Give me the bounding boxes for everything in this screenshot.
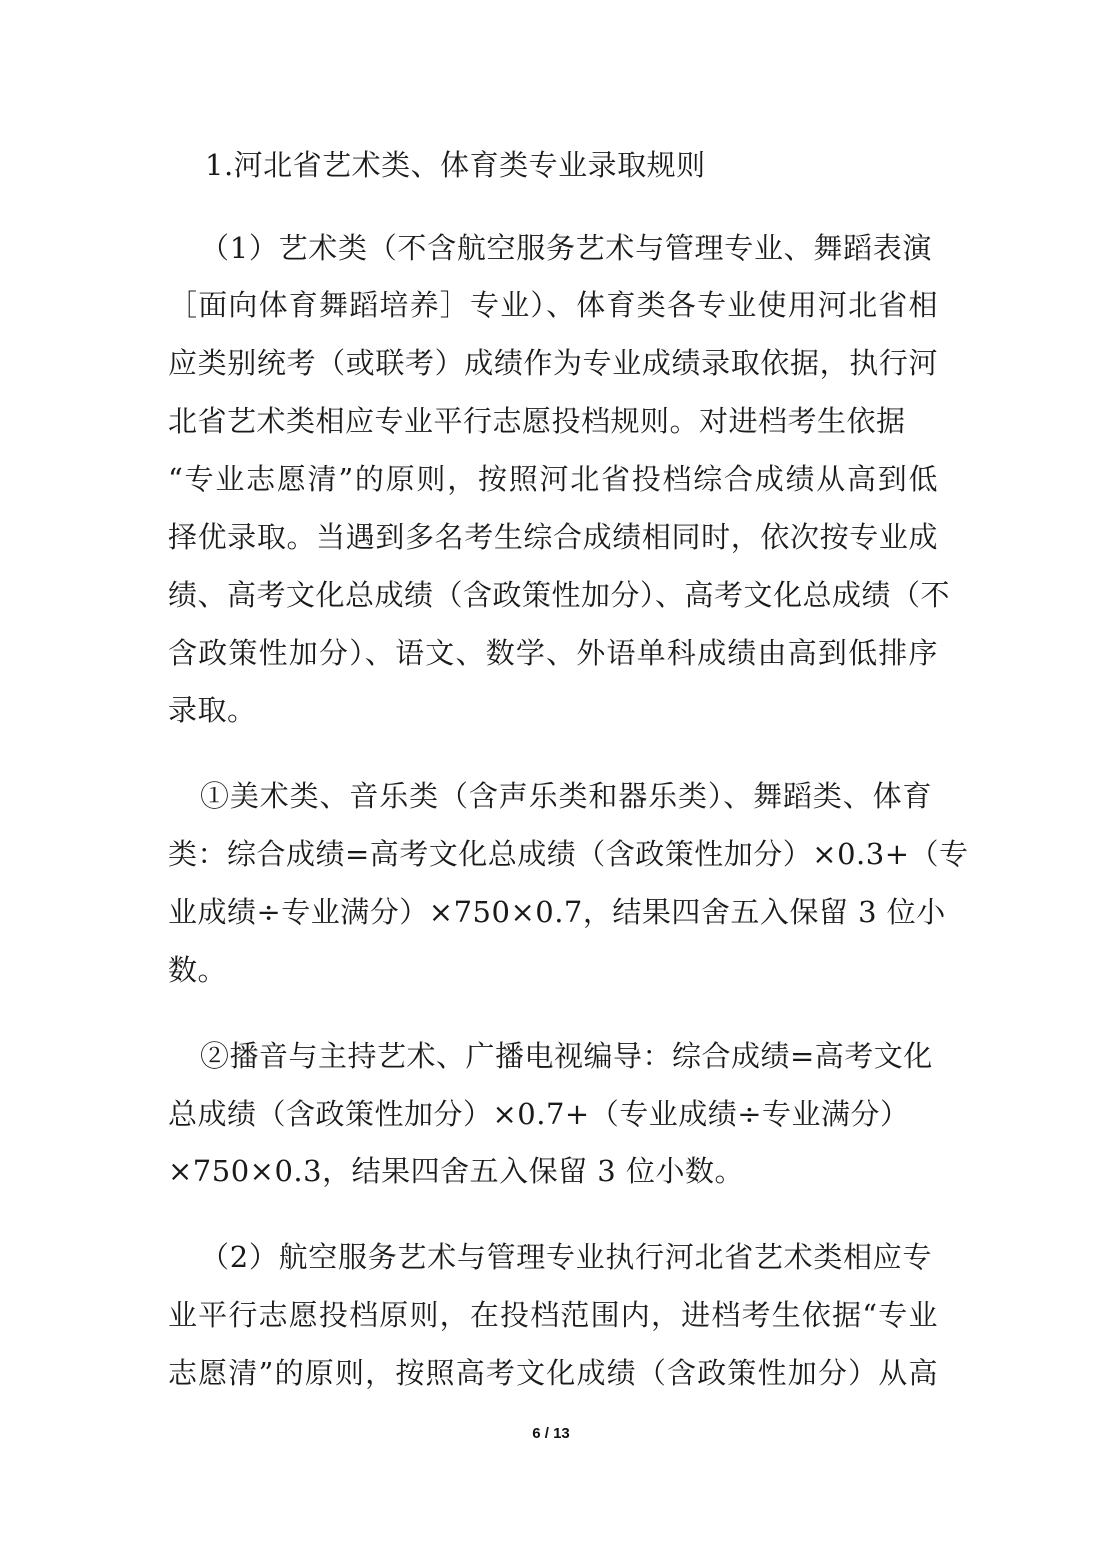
paragraph-line: 北省艺术类相应专业平行志愿投档规则。对进档考生依据 xyxy=(168,404,906,438)
paragraph-line: （2）航空服务艺术与管理专业执行河北省艺术类相应专 xyxy=(200,1240,932,1274)
paragraph-line: 绩、高考文化总成绩（含政策性加分）、高考文化总成绩（不 xyxy=(168,578,951,612)
paragraph-line: （1）艺术类（不含航空服务艺术与管理专业、舞蹈表演 xyxy=(200,231,932,265)
paragraph-line: ①美术类、音乐类（含声乐类和器乐类）、舞蹈类、体育 xyxy=(200,779,932,813)
paragraph-line: 数。 xyxy=(168,953,228,987)
paragraph-line: 志愿清”的原则，按照高考文化成绩（含政策性加分）从高 xyxy=(168,1356,938,1390)
paragraph-line: 应类别统考（或联考）成绩作为专业成绩录取依据，执行河 xyxy=(168,346,938,380)
paragraph-line: 录取。 xyxy=(168,693,257,727)
paragraph-line: 业成绩÷专业满分）×750×0.7，结果四舍五入保留 3 位小 xyxy=(168,895,946,929)
paragraph-line: 含政策性加分）、语文、数学、外语单科成绩由高到低排序 xyxy=(168,636,938,670)
paragraph-line: ［面向体育舞蹈培养］专业）、体育类各专业使用河北省相 xyxy=(168,288,938,322)
paragraph-line: “专业志愿清”的原则，按照河北省投档综合成绩从高到低 xyxy=(168,462,938,496)
paragraph-line: 总成绩（含政策性加分）×0.7+（专业成绩÷专业满分） xyxy=(168,1097,910,1131)
paragraph-line: 业平行志愿投档原则，在投档范围内，进档考生依据“专业 xyxy=(168,1298,938,1332)
paragraph-line: ②播音与主持艺术、广播电视编导：综合成绩=高考文化 xyxy=(200,1039,933,1073)
page-number: 6 / 13 xyxy=(532,1425,570,1442)
paragraph-line: 择优录取。当遇到多名考生综合成绩相同时，依次按专业成 xyxy=(168,520,938,554)
section-heading: 1.河北省艺术类、体育类专业录取规则 xyxy=(205,148,706,182)
paragraph-line: ×750×0.3，结果四舍五入保留 3 位小数。 xyxy=(168,1154,744,1188)
paragraph-line: 类：综合成绩=高考文化总成绩（含政策性加分）×0.3+（专 xyxy=(168,837,969,871)
